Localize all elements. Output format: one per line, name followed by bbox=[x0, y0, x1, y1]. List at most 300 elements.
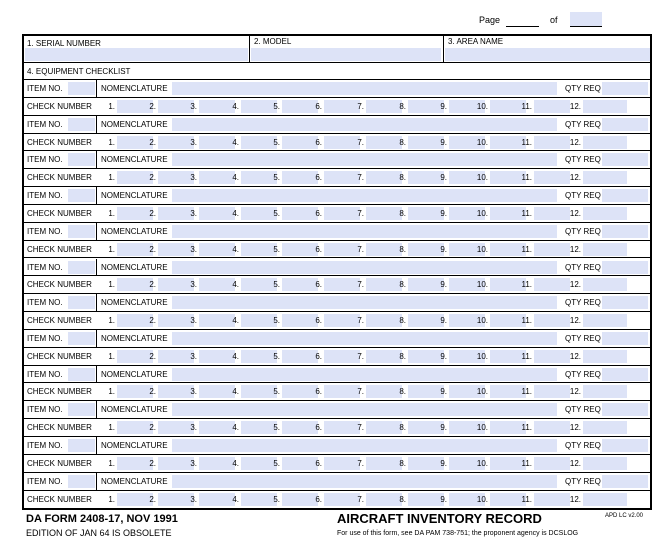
check-number-3-label: 3. bbox=[190, 423, 197, 433]
check-number-5-label: 5. bbox=[273, 173, 280, 183]
item-no-label: ITEM NO. bbox=[27, 119, 63, 129]
nomenclature-field[interactable] bbox=[172, 225, 557, 238]
qty-req-field[interactable] bbox=[602, 118, 648, 131]
item-no-label: ITEM NO. bbox=[27, 262, 63, 272]
check-number-label: CHECK NUMBER bbox=[27, 208, 92, 218]
nomenclature-field[interactable] bbox=[172, 332, 557, 345]
qty-req-label: QTY REQ bbox=[565, 298, 601, 308]
check-number-7-label: 7. bbox=[357, 101, 364, 111]
qty-req-label: QTY REQ bbox=[565, 262, 601, 272]
area-name-field[interactable] bbox=[445, 48, 650, 61]
check-number-9-label: 9. bbox=[440, 458, 447, 468]
check-number-2-label: 2. bbox=[149, 351, 156, 361]
check-number-8-label: 8. bbox=[399, 173, 406, 183]
qty-req-field[interactable] bbox=[602, 189, 648, 202]
check-number-12-label: 12. bbox=[569, 316, 581, 326]
check-number-2-label: 2. bbox=[149, 423, 156, 433]
equipment-checklist-label: 4. EQUIPMENT CHECKLIST bbox=[27, 67, 131, 76]
item-no-label: ITEM NO. bbox=[27, 369, 63, 379]
check-number-8-label: 8. bbox=[399, 351, 406, 361]
check-number-3-label: 3. bbox=[190, 387, 197, 397]
serial-number-label: 1. SERIAL NUMBER bbox=[27, 39, 101, 48]
check-number-4-label: 4. bbox=[232, 137, 239, 147]
check-number-12-field[interactable] bbox=[583, 493, 627, 506]
model-label: 2. MODEL bbox=[254, 37, 292, 46]
check-number-10-label: 10. bbox=[476, 208, 488, 218]
check-number-6-label: 6. bbox=[315, 387, 322, 397]
check-number-3-label: 3. bbox=[190, 458, 197, 468]
divider bbox=[249, 36, 250, 62]
check-number-2-label: 2. bbox=[149, 101, 156, 111]
check-number-12-field[interactable] bbox=[583, 136, 627, 149]
check-number-8-label: 8. bbox=[399, 316, 406, 326]
check-number-7-label: 7. bbox=[357, 458, 364, 468]
of-label: of bbox=[550, 15, 558, 25]
check-number-2-label: 2. bbox=[149, 494, 156, 504]
qty-req-field[interactable] bbox=[602, 261, 648, 274]
check-number-label: CHECK NUMBER bbox=[27, 387, 92, 397]
check-number-11-field[interactable] bbox=[534, 136, 570, 149]
check-number-3-label: 3. bbox=[190, 494, 197, 504]
check-number-9-label: 9. bbox=[440, 101, 447, 111]
area-name-label: 3. AREA NAME bbox=[448, 37, 504, 46]
qty-req-label: QTY REQ bbox=[565, 441, 601, 450]
check-number-11-label: 11. bbox=[521, 173, 532, 183]
check-number-11-label: 11. bbox=[521, 316, 532, 326]
nomenclature-label: NOMENCLATURE bbox=[101, 405, 168, 415]
item-no-field[interactable] bbox=[68, 225, 95, 238]
item-row bbox=[24, 366, 650, 384]
qty-req-label: QTY REQ bbox=[565, 405, 601, 415]
check-number-11-field[interactable] bbox=[534, 314, 570, 327]
check-number-3-label: 3. bbox=[190, 137, 197, 147]
qty-req-field[interactable] bbox=[602, 296, 648, 309]
divider bbox=[96, 294, 97, 312]
nomenclature-label: NOMENCLATURE bbox=[101, 191, 168, 201]
check-number-10-label: 10. bbox=[476, 458, 488, 468]
qty-req-field[interactable] bbox=[602, 225, 648, 238]
check-number-12-label: 12. bbox=[569, 244, 581, 254]
check-number-7-label: 7. bbox=[357, 316, 364, 326]
divider bbox=[443, 36, 444, 62]
nomenclature-label: NOMENCLATURE bbox=[101, 476, 168, 486]
item-row bbox=[24, 223, 650, 241]
item-no-field[interactable] bbox=[68, 439, 95, 452]
check-number-4-label: 4. bbox=[232, 244, 239, 254]
qty-req-label: QTY REQ bbox=[565, 155, 601, 165]
check-number-5-label: 5. bbox=[273, 208, 280, 218]
check-number-1-label: 1. bbox=[108, 208, 115, 218]
check-number-4-label: 4. bbox=[232, 173, 239, 183]
qty-req-field[interactable] bbox=[602, 153, 648, 166]
qty-req-field[interactable] bbox=[602, 332, 648, 345]
check-number-4-label: 4. bbox=[232, 387, 239, 397]
nomenclature-field[interactable] bbox=[172, 296, 557, 309]
check-number-7-label: 7. bbox=[357, 351, 364, 361]
check-number-4-label: 4. bbox=[232, 280, 239, 290]
item-no-field[interactable] bbox=[68, 82, 95, 95]
check-number-5-label: 5. bbox=[273, 387, 280, 397]
check-number-11-field[interactable] bbox=[534, 493, 570, 506]
page-total-field[interactable] bbox=[570, 12, 602, 27]
divider bbox=[96, 473, 97, 491]
check-number-6-label: 6. bbox=[315, 494, 322, 504]
check-number-1-label: 1. bbox=[108, 423, 115, 433]
check-row bbox=[24, 491, 650, 509]
check-number-1-label: 1. bbox=[108, 137, 115, 147]
check-number-6-label: 6. bbox=[315, 244, 322, 254]
check-number-5-label: 5. bbox=[273, 458, 280, 468]
check-number-10-label: 10. bbox=[476, 494, 488, 504]
check-number-8-label: 8. bbox=[399, 208, 406, 218]
check-number-11-label: 11. bbox=[521, 458, 532, 468]
check-number-1-label: 1. bbox=[108, 173, 115, 183]
check-number-4-label: 4. bbox=[232, 101, 239, 111]
check-number-6-label: 6. bbox=[315, 101, 322, 111]
check-number-11-field[interactable] bbox=[534, 350, 570, 363]
check-number-6-label: 6. bbox=[315, 351, 322, 361]
check-number-2-label: 2. bbox=[149, 458, 156, 468]
check-number-3-label: 3. bbox=[190, 101, 197, 111]
check-number-2-label: 2. bbox=[149, 280, 156, 290]
check-number-11-label: 11. bbox=[521, 280, 532, 290]
check-number-11-field[interactable] bbox=[534, 278, 570, 291]
check-number-5-label: 5. bbox=[273, 280, 280, 290]
check-number-7-label: 7. bbox=[357, 137, 364, 147]
check-number-12-label: 12. bbox=[569, 423, 581, 433]
check-number-7-label: 7. bbox=[357, 208, 364, 218]
check-number-9-label: 9. bbox=[440, 208, 447, 218]
check-number-9-label: 9. bbox=[440, 494, 447, 504]
qty-req-label: QTY REQ bbox=[565, 476, 601, 486]
check-number-12-label: 12. bbox=[569, 280, 581, 290]
divider bbox=[96, 187, 97, 205]
check-number-4-label: 4. bbox=[232, 423, 239, 433]
check-number-3-label: 3. bbox=[190, 351, 197, 361]
check-number-5-label: 5. bbox=[273, 351, 280, 361]
item-no-label: ITEM NO. bbox=[27, 298, 63, 308]
check-number-9-label: 9. bbox=[440, 316, 447, 326]
check-number-8-label: 8. bbox=[399, 458, 406, 468]
nomenclature-label: NOMENCLATURE bbox=[101, 226, 168, 236]
nomenclature-field[interactable] bbox=[172, 403, 557, 416]
page-label: Page bbox=[479, 15, 501, 25]
form-number: DA FORM 2408-17, NOV 1991 bbox=[26, 513, 178, 525]
check-number-6-label: 6. bbox=[315, 173, 322, 183]
check-number-12-label: 12. bbox=[569, 494, 581, 504]
check-number-1-label: 1. bbox=[108, 351, 115, 361]
item-row bbox=[24, 294, 650, 312]
check-number-7-label: 7. bbox=[357, 423, 364, 433]
check-number-2-label: 2. bbox=[149, 316, 156, 326]
check-number-2-label: 2. bbox=[149, 173, 156, 183]
item-no-label: ITEM NO. bbox=[27, 405, 63, 415]
check-number-11-field[interactable] bbox=[534, 207, 570, 220]
check-number-11-label: 11. bbox=[521, 137, 532, 147]
check-row bbox=[24, 98, 650, 116]
check-number-7-label: 7. bbox=[357, 244, 364, 254]
nomenclature-label: NOMENCLATURE bbox=[101, 298, 168, 308]
check-number-1-label: 1. bbox=[108, 494, 115, 504]
item-no-label: ITEM NO. bbox=[27, 155, 63, 165]
divider bbox=[96, 401, 97, 419]
check-number-7-label: 7. bbox=[357, 280, 364, 290]
check-number-label: CHECK NUMBER bbox=[27, 137, 92, 147]
check-number-7-label: 7. bbox=[357, 494, 364, 504]
check-number-1-label: 1. bbox=[108, 280, 115, 290]
nomenclature-label: NOMENCLATURE bbox=[101, 155, 168, 165]
nomenclature-field[interactable] bbox=[172, 439, 557, 452]
divider bbox=[96, 366, 97, 384]
check-number-12-field[interactable] bbox=[583, 278, 627, 291]
nomenclature-label: NOMENCLATURE bbox=[101, 119, 168, 129]
qty-req-field[interactable] bbox=[602, 439, 648, 452]
check-number-2-label: 2. bbox=[149, 387, 156, 397]
proponent-note: For use of this form, see DA PAM 738-751; the proponent agency is DCSLOG bbox=[337, 530, 579, 537]
check-row bbox=[24, 276, 650, 294]
item-row bbox=[24, 151, 650, 169]
check-number-11-label: 11. bbox=[521, 208, 532, 218]
check-number-9-label: 9. bbox=[440, 280, 447, 290]
check-number-8-label: 8. bbox=[399, 387, 406, 397]
check-number-1-label: 1. bbox=[108, 244, 115, 254]
check-number-label: CHECK NUMBER bbox=[27, 244, 92, 254]
check-number-9-label: 9. bbox=[440, 351, 447, 361]
divider bbox=[96, 259, 97, 277]
qty-req-label: QTY REQ bbox=[565, 226, 601, 236]
check-number-9-label: 9. bbox=[440, 137, 447, 147]
nomenclature-field[interactable] bbox=[172, 153, 557, 166]
nomenclature-label: NOMENCLATURE bbox=[101, 441, 168, 450]
check-number-5-label: 5. bbox=[273, 316, 280, 326]
check-number-10-label: 10. bbox=[476, 244, 488, 254]
check-number-12-field[interactable] bbox=[583, 457, 627, 470]
check-number-3-label: 3. bbox=[190, 316, 197, 326]
check-number-6-label: 6. bbox=[315, 137, 322, 147]
check-number-10-label: 10. bbox=[476, 280, 488, 290]
check-row bbox=[24, 312, 650, 330]
check-number-11-label: 11. bbox=[521, 101, 532, 111]
check-number-9-label: 9. bbox=[440, 387, 447, 397]
item-no-field[interactable] bbox=[68, 153, 95, 166]
check-number-12-label: 12. bbox=[569, 101, 581, 111]
check-number-3-label: 3. bbox=[190, 244, 197, 254]
nomenclature-label: NOMENCLATURE bbox=[101, 333, 168, 343]
check-number-label: CHECK NUMBER bbox=[27, 316, 92, 326]
model-field[interactable] bbox=[251, 48, 441, 61]
item-no-field[interactable] bbox=[68, 332, 95, 345]
check-number-4-label: 4. bbox=[232, 458, 239, 468]
check-number-10-label: 10. bbox=[476, 423, 488, 433]
item-no-field[interactable] bbox=[68, 189, 95, 202]
item-no-field[interactable] bbox=[68, 118, 95, 131]
nomenclature-label: NOMENCLATURE bbox=[101, 262, 168, 272]
check-number-6-label: 6. bbox=[315, 458, 322, 468]
check-number-1-label: 1. bbox=[108, 458, 115, 468]
check-number-12-field[interactable] bbox=[583, 100, 627, 113]
check-number-10-label: 10. bbox=[476, 316, 488, 326]
check-number-1-label: 1. bbox=[108, 387, 115, 397]
item-row bbox=[24, 330, 650, 348]
item-row bbox=[24, 187, 650, 205]
nomenclature-label: NOMENCLATURE bbox=[101, 369, 168, 379]
item-no-label: ITEM NO. bbox=[27, 226, 63, 236]
check-number-label: CHECK NUMBER bbox=[27, 101, 92, 111]
check-number-12-field[interactable] bbox=[583, 350, 627, 363]
item-no-label: ITEM NO. bbox=[27, 333, 63, 343]
check-number-10-label: 10. bbox=[476, 173, 488, 183]
edition-note: EDITION OF JAN 64 IS OBSOLETE bbox=[26, 528, 172, 538]
divider bbox=[24, 62, 650, 63]
check-number-5-label: 5. bbox=[273, 423, 280, 433]
nomenclature-label: NOMENCLATURE bbox=[101, 84, 168, 93]
check-number-4-label: 4. bbox=[232, 208, 239, 218]
check-number-6-label: 6. bbox=[315, 280, 322, 290]
check-number-3-label: 3. bbox=[190, 280, 197, 290]
check-number-11-label: 11. bbox=[521, 387, 532, 397]
check-number-3-label: 3. bbox=[190, 173, 197, 183]
check-number-5-label: 5. bbox=[273, 101, 280, 111]
check-number-12-field[interactable] bbox=[583, 421, 627, 434]
nomenclature-field[interactable] bbox=[172, 368, 557, 381]
check-number-2-label: 2. bbox=[149, 137, 156, 147]
check-row bbox=[24, 419, 650, 437]
divider bbox=[96, 330, 97, 348]
check-number-8-label: 8. bbox=[399, 101, 406, 111]
check-number-6-label: 6. bbox=[315, 316, 322, 326]
check-number-9-label: 9. bbox=[440, 244, 447, 254]
check-number-12-label: 12. bbox=[569, 387, 581, 397]
qty-req-field[interactable] bbox=[602, 403, 648, 416]
check-number-11-field[interactable] bbox=[534, 421, 570, 434]
item-no-field[interactable] bbox=[68, 475, 95, 488]
item-row bbox=[24, 437, 650, 455]
qty-req-label: QTY REQ bbox=[565, 369, 601, 379]
check-number-11-label: 11. bbox=[521, 351, 532, 361]
check-number-11-field[interactable] bbox=[534, 243, 570, 256]
check-number-8-label: 8. bbox=[399, 137, 406, 147]
check-row bbox=[24, 205, 650, 223]
check-row bbox=[24, 134, 650, 152]
form-title: AIRCRAFT INVENTORY RECORD bbox=[337, 511, 542, 526]
check-number-12-label: 12. bbox=[569, 137, 581, 147]
check-number-12-label: 12. bbox=[569, 458, 581, 468]
check-number-11-field[interactable] bbox=[534, 100, 570, 113]
check-number-label: CHECK NUMBER bbox=[27, 494, 92, 504]
divider bbox=[96, 437, 97, 455]
check-number-label: CHECK NUMBER bbox=[27, 173, 92, 183]
item-no-label: ITEM NO. bbox=[27, 476, 63, 486]
check-row bbox=[24, 241, 650, 259]
item-row bbox=[24, 259, 650, 277]
divider bbox=[96, 80, 97, 98]
check-number-8-label: 8. bbox=[399, 494, 406, 504]
check-number-12-field[interactable] bbox=[583, 207, 627, 220]
item-row bbox=[24, 473, 650, 491]
check-number-11-label: 11. bbox=[521, 494, 532, 504]
divider bbox=[96, 116, 97, 134]
qty-req-label: QTY REQ bbox=[565, 84, 601, 93]
check-number-10-label: 10. bbox=[476, 137, 488, 147]
check-row bbox=[24, 383, 650, 401]
check-number-9-label: 9. bbox=[440, 423, 447, 433]
nomenclature-field[interactable] bbox=[172, 118, 557, 131]
check-number-2-label: 2. bbox=[149, 244, 156, 254]
nomenclature-field[interactable] bbox=[172, 189, 557, 202]
check-row bbox=[24, 169, 650, 187]
check-number-11-label: 11. bbox=[521, 423, 532, 433]
check-number-2-label: 2. bbox=[149, 208, 156, 218]
item-no-field[interactable] bbox=[68, 368, 95, 381]
check-number-11-field[interactable] bbox=[534, 171, 570, 184]
qty-req-label: QTY REQ bbox=[565, 333, 601, 343]
check-number-12-field[interactable] bbox=[583, 314, 627, 327]
item-no-label: ITEM NO. bbox=[27, 84, 63, 93]
check-row bbox=[24, 455, 650, 473]
nomenclature-field[interactable] bbox=[172, 82, 557, 95]
check-number-10-label: 10. bbox=[476, 101, 488, 111]
check-number-12-label: 12. bbox=[569, 173, 581, 183]
check-number-8-label: 8. bbox=[399, 423, 406, 433]
check-number-8-label: 8. bbox=[399, 280, 406, 290]
check-number-7-label: 7. bbox=[357, 173, 364, 183]
qty-req-label: QTY REQ bbox=[565, 119, 601, 129]
qty-req-field[interactable] bbox=[602, 475, 648, 488]
check-number-label: CHECK NUMBER bbox=[27, 280, 92, 290]
check-number-5-label: 5. bbox=[273, 137, 280, 147]
check-number-4-label: 4. bbox=[232, 316, 239, 326]
nomenclature-field[interactable] bbox=[172, 261, 557, 274]
check-number-5-label: 5. bbox=[273, 494, 280, 504]
item-no-field[interactable] bbox=[68, 403, 95, 416]
divider bbox=[96, 223, 97, 241]
item-row bbox=[24, 401, 650, 419]
qty-req-field[interactable] bbox=[602, 368, 648, 381]
check-number-6-label: 6. bbox=[315, 208, 322, 218]
item-no-label: ITEM NO. bbox=[27, 191, 63, 201]
check-number-1-label: 1. bbox=[108, 101, 115, 111]
check-number-5-label: 5. bbox=[273, 244, 280, 254]
check-number-7-label: 7. bbox=[357, 387, 364, 397]
item-no-field[interactable] bbox=[68, 296, 95, 309]
check-number-4-label: 4. bbox=[232, 494, 239, 504]
check-number-12-label: 12. bbox=[569, 351, 581, 361]
check-number-label: CHECK NUMBER bbox=[27, 423, 92, 433]
check-number-10-label: 10. bbox=[476, 351, 488, 361]
qty-req-label: QTY REQ bbox=[565, 191, 601, 201]
serial-number-field[interactable] bbox=[25, 48, 248, 61]
check-number-4-label: 4. bbox=[232, 351, 239, 361]
check-number-6-label: 6. bbox=[315, 423, 322, 433]
qty-req-field[interactable] bbox=[602, 82, 648, 95]
nomenclature-field[interactable] bbox=[172, 475, 557, 488]
check-number-1-label: 1. bbox=[108, 316, 115, 326]
item-row bbox=[24, 80, 650, 98]
check-number-label: CHECK NUMBER bbox=[27, 351, 92, 361]
item-no-field[interactable] bbox=[68, 261, 95, 274]
check-number-12-field[interactable] bbox=[583, 385, 627, 398]
check-number-11-field[interactable] bbox=[534, 385, 570, 398]
check-number-8-label: 8. bbox=[399, 244, 406, 254]
check-number-11-field[interactable] bbox=[534, 457, 570, 470]
item-no-label: ITEM NO. bbox=[27, 441, 63, 450]
divider bbox=[96, 151, 97, 169]
version-label: APD LC v2.00 bbox=[605, 513, 644, 519]
check-number-9-label: 9. bbox=[440, 173, 447, 183]
check-number-12-field[interactable] bbox=[583, 243, 627, 256]
check-number-12-field[interactable] bbox=[583, 171, 627, 184]
page-number-field[interactable] bbox=[506, 14, 539, 27]
